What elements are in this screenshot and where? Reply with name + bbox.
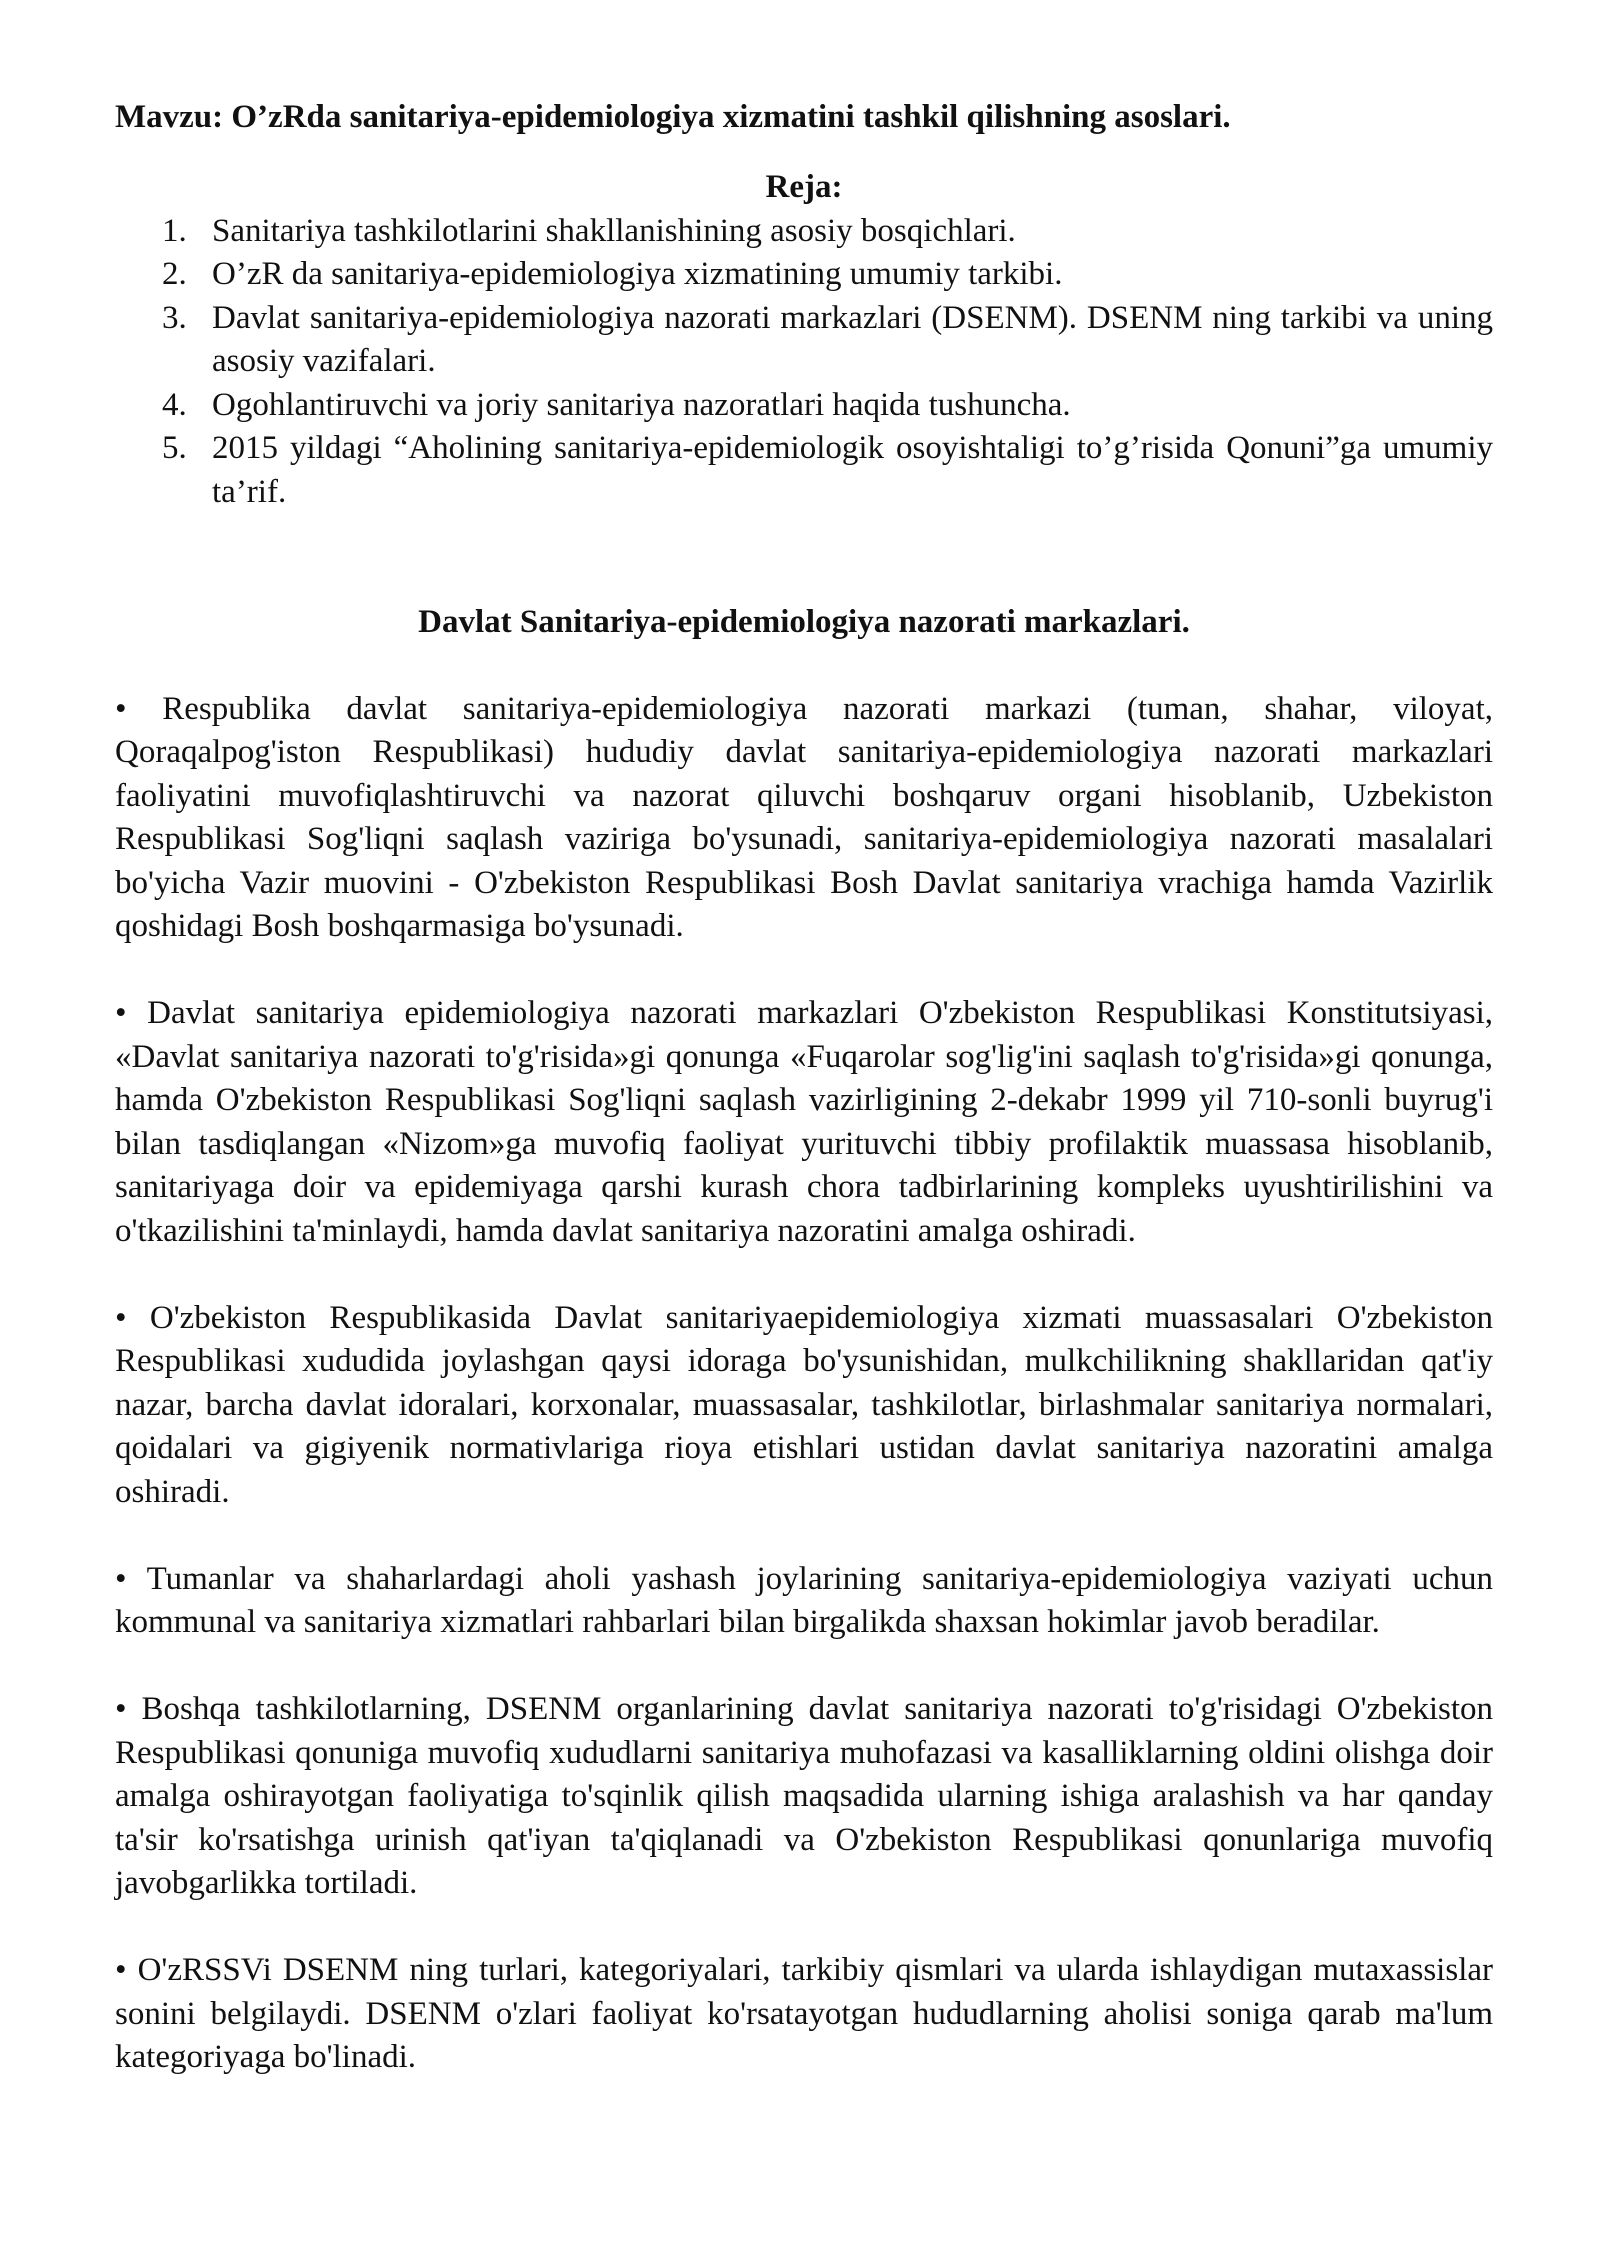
plan-item-text: Ogohlantiruvchi va joriy sanitariya nazoratlari haqida tushuncha. <box>212 386 1071 423</box>
plan-list <box>115 210 1493 515</box>
plan-heading: Reja: <box>765 169 843 205</box>
plan-item <box>115 210 1493 254</box>
plan-item <box>115 427 1493 514</box>
plan-item <box>115 297 1493 384</box>
plan-item <box>115 384 1493 428</box>
plan-item-number: 5. <box>162 430 187 466</box>
plan-item-number: 1. <box>162 212 187 249</box>
section-heading: Davlat Sanitariya-epidemiologiya nazorati markazlari. <box>418 604 1190 640</box>
body-paragraph: • Respublika davlat sanitariya-epidemiologiya nazorati markazi (tuman, shahar, viloyat, Qoraqalpog'iston Respublikasi) hududiy davlat sanitariya-epidemiologiya nazorati markazlari faoliyatini muvofiqlashtiruvchi va nazorat qiluvchi boshqaruv organi hisoblanib, Uzbekiston Respublikasi Sog'liqni saqlash vaziriga bo'ysunadi, sanitariya-epidemiologiya nazorati masalalari bo'yicha Vazir muovini - O'zbekiston Respublikasi Bosh Davlat sanitariya vrachiga hamda Vazirlik qoshidagi Bosh boshqarmasiga bo'ysunadi. <box>115 690 1493 944</box>
plan-item-text: Sanitariya tashkilotlarini shakllanishining asosiy bosqichlari. <box>212 212 1016 249</box>
section-body <box>115 688 1493 2080</box>
plan-item-text: O’zR da sanitariya-epidemiologiya xizmatining umumiy tarkibi. <box>212 256 1063 292</box>
document-page <box>115 96 1493 2080</box>
body-paragraph: • O'zbekiston Respublikasida Davlat sanitariyaepidemiologiya xizmati muassasalari O'zbekiston Respublikasi xududida joylashgan qaysi idoraga bo'ysunishidan, mulkchilikning shakllaridan qat'iy nazar, barcha davlat idoralari, korxonalar, muassasalar, tashkilotlar, birlashmalar sanitariya normalari, qoidalari va gigiyenik normativlariga rioya etishlari ustidan davlat sanitariya nazoratini amalga oshiradi. <box>115 1299 1493 1510</box>
body-paragraph: • Tumanlar va shaharlardagi aholi yashash joylarining sanitariya-epidemiologiya vaziyati uchun kommunal va sanitariya xizmatlari rahbarlari bilan birgalikda shaxsan hokimlar javob beradilar. <box>115 1560 1493 1640</box>
body-paragraph: • O'zRSSVi DSENM ning turlari, kategoriyalari, tarkibiy qismlari va ularda ishlaydigan mutaxassislar sonini belgilaydi. DSENM o'zlari faoliyat ko'rsatayotgan hududlarning aholisi soniga qarab ma'lum kategoriyaga bo'linadi. <box>115 1952 1493 2075</box>
body-paragraph: • Boshqa tashkilotlarning, DSENM organlarining davlat sanitariya nazorati to'g'risidagi O'zbekiston Respublikasi qonuniga muvofiq xududlarni sanitariya muhofazasi va kasalliklarning oldini olishga doir amalga oshirayotgan faoliyatiga to'sqinlik qilish maqsadida ularning ishiga aralashish va har qanday ta'sir ko'rsatishga urinish qat'iyan ta'qiqlanadi va O'zbekiston Respublikasi qonunlariga muvofiq javobgarlikka tortiladi. <box>115 1691 1493 1901</box>
plan-item <box>115 253 1493 297</box>
plan-item-number: 4. <box>162 386 187 423</box>
plan-item-number: 2. <box>162 256 187 292</box>
document-title: Mavzu: O’zRda sanitariya-epidemiologiya xizmatini tashkil qilishning asoslari. <box>115 99 1231 135</box>
body-paragraph: • Davlat sanitariya epidemiologiya nazorati markazlari O'zbekiston Respublikasi Konstitutsiyasi, «Davlat sanitariya nazorati to'g'risida»gi qonunga «Fuqarolar sog'lig'ini saqlash to'g'risida»gi qonunga, hamda O'zbekiston Respublikasi Sog'liqni saqlash vazirligining 2-dekabr 1999 yil 710-sonli buyrug'i bilan tasdiqlangan «Nizom»ga muvofiq faoliyat yurituvchi tibbiy profilaktik muassasa hisoblanib, sanitariyaga doir va epidemiyaga qarshi kurash chora tadbirlarining kompleks uyushtirilishini va o'tkazilishini ta'minlaydi, hamda davlat sanitariya nazoratini amalga oshiradi. <box>115 995 1493 1249</box>
plan-item-text: 2015 yildagi “Aholining sanitariya-epidemiologik osoyishtaligi to’g’risida Qonuni”ga umumiy ta’rif. <box>212 430 1493 510</box>
plan-item-number: 3. <box>162 299 187 336</box>
plan-item-text: Davlat sanitariya-epidemiologiya nazorati markazlari (DSENM). DSENM ning tarkibi va uning asosiy vazifalari. <box>212 299 1493 379</box>
